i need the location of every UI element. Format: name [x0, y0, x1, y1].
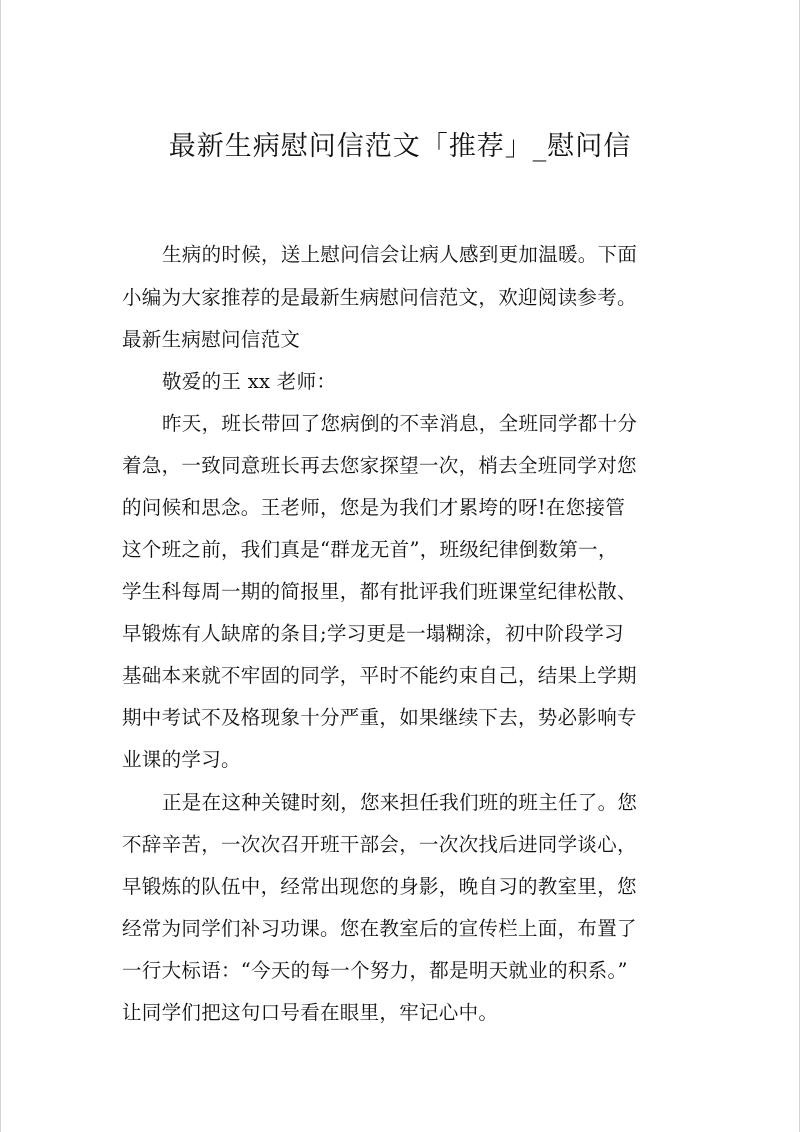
paragraph-2-line-4: 经常为同学们补习功课。您在教室后的宣传栏上面，布置了 [122, 917, 637, 940]
paragraph-1-line-6: 早锻炼有人缺席的条目;学习更是一塌糊涂，初中阶段学习 [122, 622, 624, 645]
paragraph-2-line-3: 早锻炼的队伍中，经常出现您的身影，晚自习的教室里，您 [122, 875, 637, 898]
page-left-edge [0, 0, 1, 1132]
paragraph-2-line-5: 一行大标语：“今天的每一个努力，都是明天就业的积系。” [122, 959, 628, 982]
document-title: 最新生病慰问信范文「推荐」_慰问信 [168, 131, 632, 162]
intro-subheading: 最新生病慰问信范文 [122, 328, 301, 351]
paragraph-1-line-1: 昨天，班长带回了您病倒的不幸消息，全班同学都十分 [162, 412, 638, 435]
paragraph-2-line-2: 不辞辛苦，一次次召开班干部会，一次次找后进同学谈心， [122, 833, 637, 856]
intro-line-1: 生病的时候，送上慰问信会让病人感到更加温暖。下面 [162, 243, 638, 266]
paragraph-1-line-4: 这个班之前，我们真是“群龙无首”，班级纪律倒数第一， [122, 538, 618, 561]
salutation: 敬爱的王 xx 老师： [162, 370, 337, 393]
paragraph-2-line-1: 正是在这种关键时刻，您来担任我们班的班主任了。您 [162, 791, 638, 814]
paragraph-1-line-5: 学生科每周一期的简报里，都有批评我们班课堂纪律松散、 [122, 580, 637, 603]
paragraph-1-line-3: 的问候和思念。王老师，您是为我们才累垮的呀!在您接管 [122, 496, 626, 519]
paragraph-1-line-2: 着急，一致同意班长再去您家探望一次，梢去全班同学对您 [122, 454, 637, 477]
intro-line-2: 小编为大家推荐的是最新生病慰问信范文，欢迎阅读参考。 [122, 286, 637, 309]
paragraph-1-line-8: 期中考试不及格现象十分严重，如果继续下去，势必影响专 [122, 706, 637, 729]
paragraph-1-line-9: 业课的学习。 [122, 748, 241, 771]
paragraph-1-line-7: 基础本来就不牢固的同学，平时不能约束自己，结果上学期 [122, 664, 637, 687]
paragraph-2-line-6: 让同学们把这句口号看在眼里，牢记心中。 [122, 1001, 499, 1024]
